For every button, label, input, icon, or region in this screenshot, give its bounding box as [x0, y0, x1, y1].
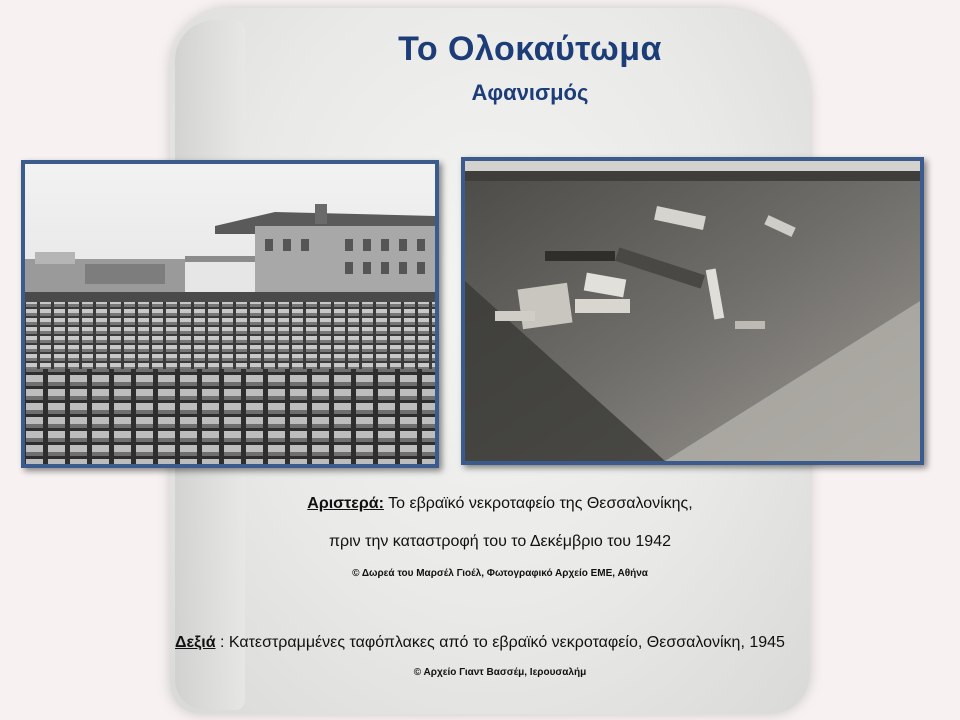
- caption-right-lead: Δεξιά: [175, 634, 216, 651]
- caption-right-credit: © Αρχείο Γιαντ Βασσέμ, Ιερουσαλήμ: [413, 667, 587, 678]
- caption-left-line1: [150, 495, 850, 513]
- photo-cemetery-before: [21, 160, 439, 468]
- caption-right-text: : Κατεστραμμένες ταφόπλακες από το εβραϊκό νεκροταφείο, Θεσσαλονίκη, 1945: [215, 634, 785, 651]
- photo-destroyed-gravestones: [461, 157, 924, 465]
- slide-title: Το Ολοκαύτωμα: [398, 30, 662, 68]
- caption-right: [40, 634, 920, 652]
- caption-left-credit: © Δωρεά του Μαρσέλ Γιοέλ, Φωτογραφικό Αρχείο ΕΜΕ, Αθήνα: [352, 568, 648, 579]
- photo-destroyed-gravestones-image: [465, 161, 920, 461]
- caption-left-text: Το εβραϊκό νεκροταφείο της Θεσσαλονίκης,: [383, 495, 693, 512]
- caption-left-line2: πριν την καταστροφή του το Δεκέμβριο του 1942: [328, 533, 671, 550]
- slide-subtitle: Αφανισμός: [471, 80, 589, 105]
- photo-cemetery-before-image: [25, 164, 435, 464]
- caption-left-lead: Αριστερά:: [307, 495, 384, 512]
